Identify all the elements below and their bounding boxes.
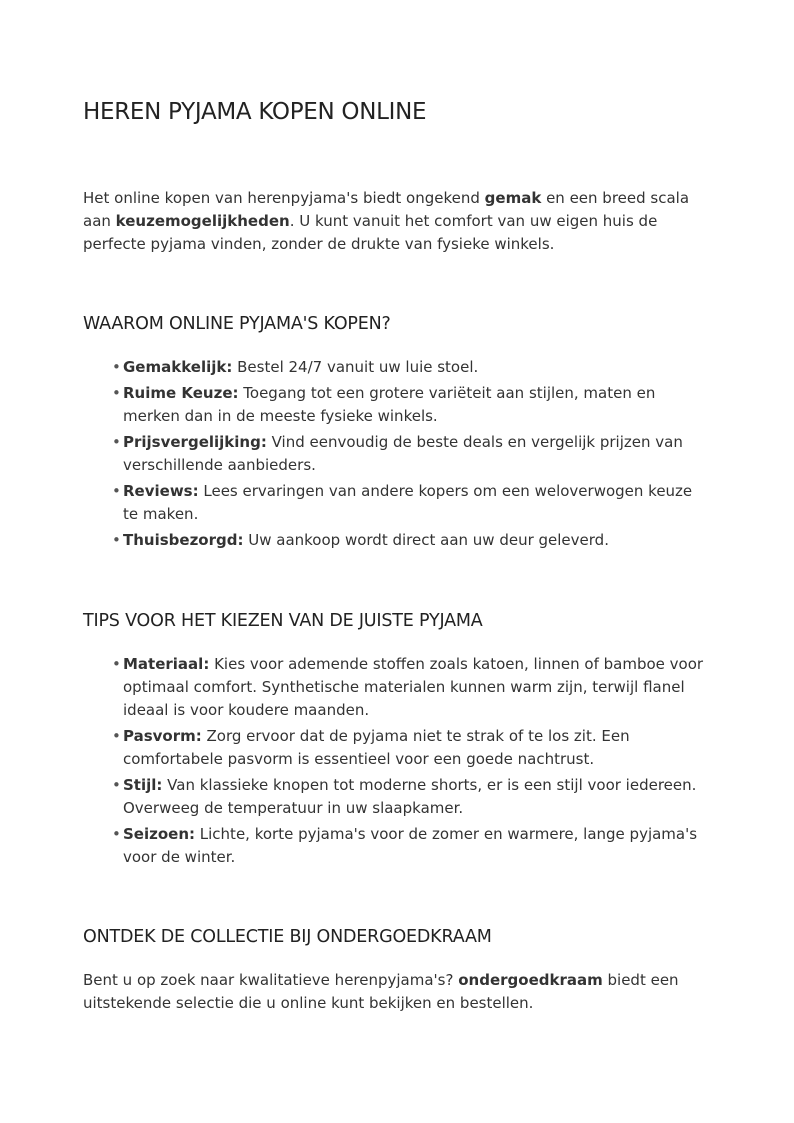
- list-item: [112, 653, 712, 722]
- item-text: Van klassieke knopen tot moderne shorts, er is een stijl voor iedereen. Overweeg de temperatuur in uw slaapkamer.: [123, 776, 697, 817]
- item-label: Gemakkelijk:: [123, 358, 233, 376]
- section1-heading: WAAROM ONLINE PYJAMA'S KOPEN?: [83, 314, 391, 334]
- list-item: [112, 823, 712, 869]
- list-item: [112, 774, 712, 820]
- item-label: Reviews:: [123, 482, 199, 500]
- list-item: [112, 480, 712, 526]
- intro-text-1: Het online kopen van herenpyjama's biedt ongekend: [83, 189, 485, 207]
- list-item: [112, 725, 712, 771]
- section1-list: [112, 356, 712, 555]
- page-title: HEREN PYJAMA KOPEN ONLINE: [83, 99, 427, 125]
- section3-paragraph: [83, 969, 713, 1015]
- list-item: [112, 382, 712, 428]
- item-text: Lees ervaringen van andere kopers om een weloverwogen keuze te maken.: [123, 482, 693, 523]
- list-item: [112, 356, 712, 379]
- item-text: Kies voor ademende stoffen zoals katoen, linnen of bamboe voor optimaal comfort. Synthetische materialen kunnen warm zijn, terwijl flanel ideaal is voor koudere maanden.: [123, 655, 704, 719]
- item-label: Thuisbezorgd:: [123, 531, 244, 549]
- intro-text-3: . U kunt vanuit het comfort van uw eigen huis de perfecte pyjama vinden, zonder de drukte van fysieke winkels.: [83, 212, 658, 253]
- item-text: Zorg ervoor dat de pyjama niet te strak of te los zit. Een comfortabele pasvorm is essentieel voor een goede nachtrust.: [123, 727, 630, 768]
- intro-paragraph: [83, 187, 713, 256]
- item-text: Lichte, korte pyjama's voor de zomer en warmere, lange pyjama's voor de winter.: [123, 825, 698, 866]
- item-text: Bestel 24/7 vanuit uw luie stoel.: [232, 358, 479, 376]
- section3-bold-1: ondergoedkraam: [458, 971, 603, 989]
- item-text: Vind eenvoudig de beste deals en vergelijk prijzen van verschillende aanbieders.: [123, 433, 683, 474]
- item-label: Ruime Keuze:: [123, 384, 239, 402]
- item-label: Seizoen:: [123, 825, 196, 843]
- list-item: [112, 431, 712, 477]
- section3-text-1: Bent u op zoek naar kwalitatieve herenpyjama's?: [83, 971, 459, 989]
- intro-bold-1: gemak: [484, 189, 542, 207]
- item-label: Prijsvergelijking:: [123, 433, 267, 451]
- intro-text-2: en een breed scala aan: [83, 189, 690, 230]
- item-text: Uw aankoop wordt direct aan uw deur geleverd.: [243, 531, 609, 549]
- section3-heading: ONTDEK DE COLLECTIE BIJ ONDERGOEDKRAAM: [83, 927, 492, 947]
- list-item: [112, 529, 712, 552]
- item-label: Stijl:: [123, 776, 163, 794]
- section2-heading: TIPS VOOR HET KIEZEN VAN DE JUISTE PYJAMA: [83, 611, 483, 631]
- section3-text-2: biedt een uitstekende selectie die u online kunt bekijken en bestellen.: [83, 971, 679, 1012]
- item-label: Pasvorm:: [123, 727, 202, 745]
- intro-bold-2: keuzemogelijkheden: [115, 212, 290, 230]
- item-label: Materiaal:: [123, 655, 210, 673]
- section2-list: [112, 653, 712, 872]
- item-text: Toegang tot een grotere variëteit aan stijlen, maten en merken dan in de meeste fysieke winkels.: [123, 384, 656, 425]
